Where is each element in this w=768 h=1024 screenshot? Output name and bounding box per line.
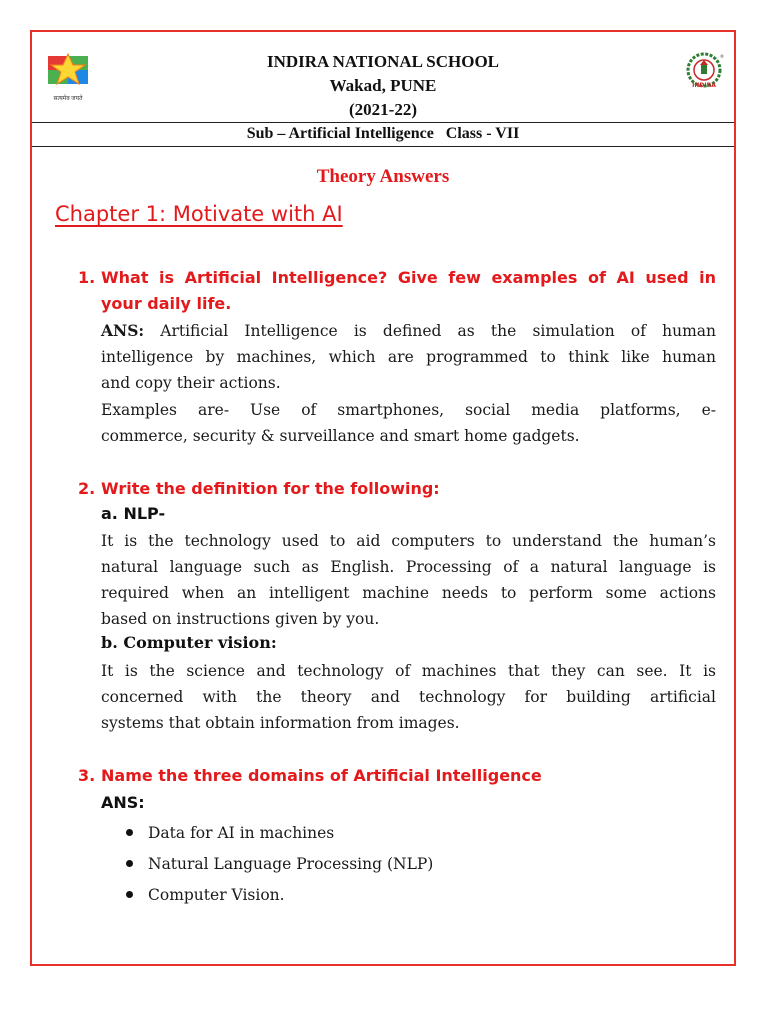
chapter-heading: Chapter 1: Motivate with AI xyxy=(55,202,343,226)
q2-a-line3: required when an intelligent machine needs to perform some actions xyxy=(101,584,716,602)
subject-class-line: Sub – Artificial Intelligence Class - VII xyxy=(246,125,520,142)
q1-ans-text1: Artificial Intelligence is defined as the simulation of human xyxy=(144,322,716,340)
q2-a-line1: It is the technology used to aid computers to understand the human’s xyxy=(101,532,716,550)
q3-item-1: Data for AI in machines xyxy=(148,824,335,842)
right-logo-text: INDIRA xyxy=(692,82,716,89)
q2-a-line2: natural language such as English. Processing of a natural language is xyxy=(101,558,716,576)
q1-answer-line3: and copy their actions. xyxy=(101,374,281,392)
q1-answer-line1 xyxy=(101,318,716,344)
header-divider-top xyxy=(32,122,734,123)
page-title: Theory Answers xyxy=(316,166,450,187)
q3-number: 3. xyxy=(78,766,96,785)
q2-b-line2: concerned with the theory and technology for building artificial xyxy=(101,688,716,706)
svg-text:®: ® xyxy=(720,54,724,59)
school-location: Wakad, PUNE xyxy=(329,76,437,95)
q3-item-3: Computer Vision. xyxy=(148,886,285,904)
q1-examples-line1: Examples are- Use of smartphones, social media platforms, e- xyxy=(101,401,716,419)
academic-year: (2021-22) xyxy=(349,100,417,119)
q1-examples-line2: commerce, security & surveillance and smart home gadgets. xyxy=(101,427,580,445)
q2-b-label: b. Computer vision: xyxy=(101,633,277,652)
left-logo-caption: सत्यमेव जयते xyxy=(53,96,83,102)
bullet-icon xyxy=(126,829,133,836)
q2-a-line4: based on instructions given by you. xyxy=(101,610,380,628)
bullet-icon xyxy=(126,860,133,867)
q1-number: 1. xyxy=(78,268,96,287)
q3-question: Name the three domains of Artificial Intelligence xyxy=(101,766,542,785)
q2-number: 2. xyxy=(78,479,96,498)
q2-question: Write the definition for the following: xyxy=(101,479,440,498)
school-name: INDIRA NATIONAL SCHOOL xyxy=(266,52,500,71)
q1-question-line1: What is Artificial Intelligence? Give few examples of AI used in xyxy=(101,268,716,287)
q2-b-line1: It is the science and technology of machines that they can see. It is xyxy=(101,662,716,680)
q1-ans-label: ANS: xyxy=(101,321,145,340)
q1-question-line2: your daily life. xyxy=(101,294,232,313)
q3-ans-label: ANS: xyxy=(101,793,145,812)
header-divider-bottom xyxy=(32,146,734,147)
q1-answer-line2: intelligence by machines, which are programmed to think like human xyxy=(101,348,716,366)
q3-item-2: Natural Language Processing (NLP) xyxy=(148,855,434,873)
bullet-icon xyxy=(126,891,133,898)
q2-a-label: a. NLP- xyxy=(101,504,166,523)
q2-b-line3: systems that obtain information from images. xyxy=(101,714,460,732)
